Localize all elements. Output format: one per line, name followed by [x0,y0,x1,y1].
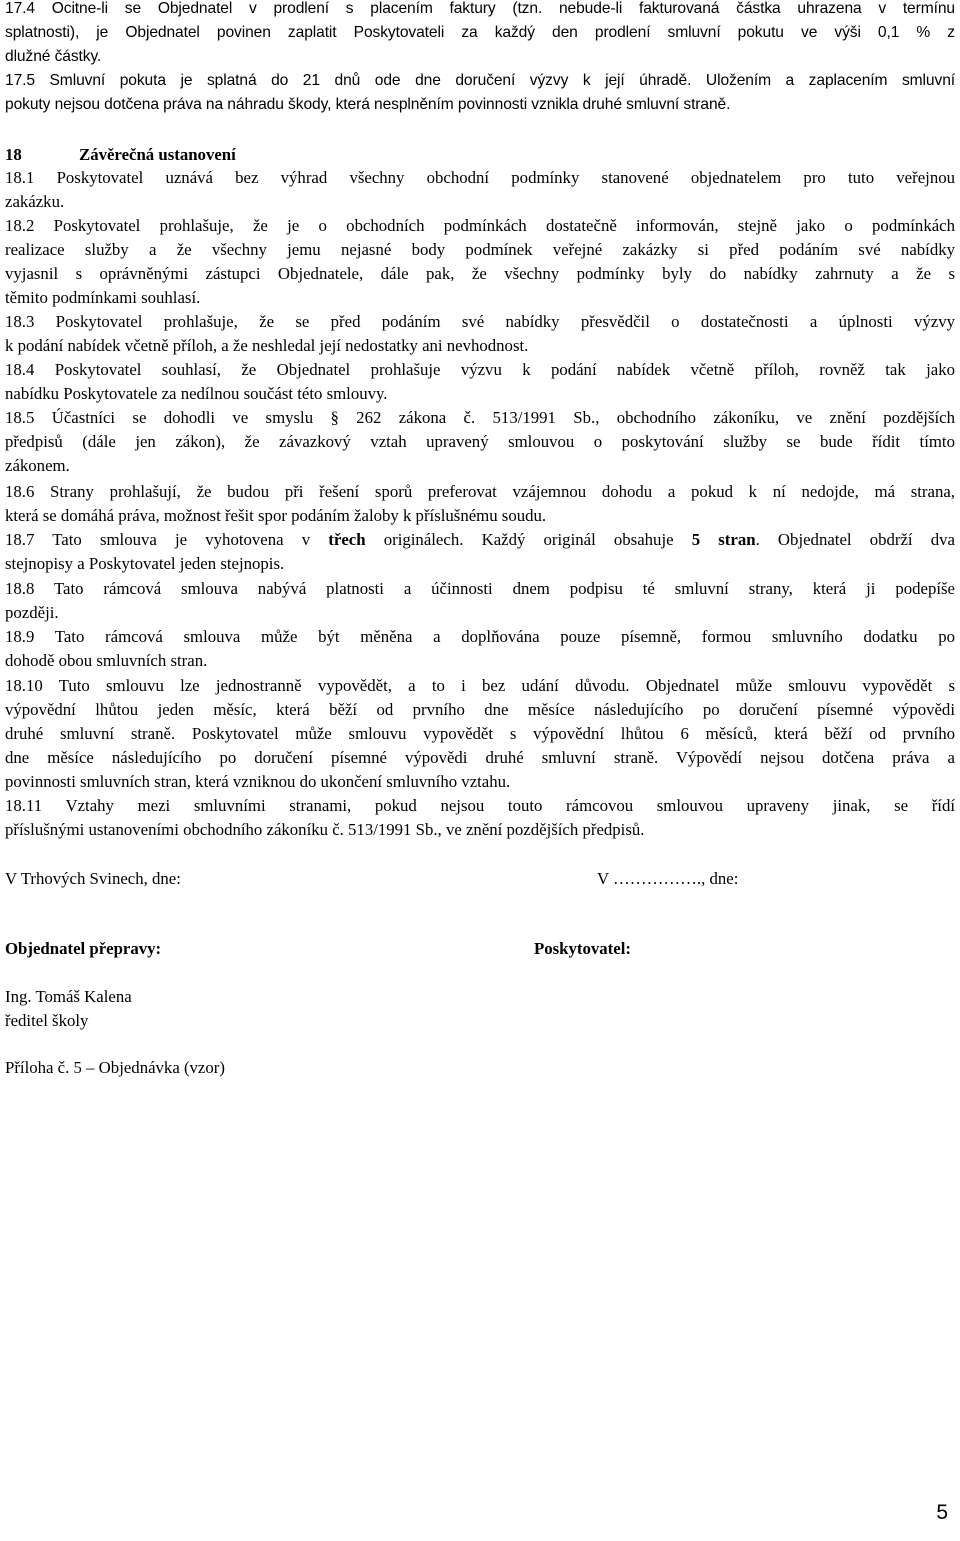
text-line: 17.5 Smluvní pokuta je splatná do 21 dnů ode dne doručení výzvy k její úhradě. Uložením a zaplacením smluvní [5,72,955,89]
text-line: 18.11 Vztahy mezi smluvními stranami, pokud nejsou touto rámcovou smlouvou upraveny jinak, se řídí [5,796,955,815]
text-line: dlužné částky. [5,47,102,65]
text-line: 18.5 Účastníci se dohodli ve smyslu § 262 zákona č. 513/1991 Sb., obchodního zákoníku, ve znění pozdějších [5,408,955,427]
paragraph-18-11 [5,794,955,842]
paragraph-17-4 [5,0,955,69]
text-line: těmito podmínkami souhlasí. [5,287,201,307]
text-run: 18.7 Tato smlouva je vyhotovena v [5,530,329,549]
text-line: povinnosti smluvních stran, která vzniknou do ukončení smluvního vztahu. [5,771,511,791]
text-line: k podání nabídek včetně příloh, a že neshledal její nedostatky ani nevhodnost. [5,335,529,355]
text-line: 18.3 Poskytovatel prohlašuje, že se před podáním své nabídky přesvědčil o dostatečnosti a úplnosti výzvy [5,312,955,331]
signer-role: ředitel školy [5,1011,89,1030]
signer-name: Ing. Tomáš Kalena [5,987,132,1006]
paragraph-18-3 [5,310,955,358]
paragraph-18-1 [5,166,955,214]
page-number: 5 [936,1501,948,1524]
text-run: . Objednatel obdrží dva [755,530,955,549]
attachment-note: Příloha č. 5 – Objednávka (vzor) [5,1058,225,1077]
paragraph-18-6 [5,480,955,528]
text-line: splatnosti), je Objednatel povinen zaplatit Poskytovateli za každý den prodlení smluvní pokutu ve výši 0,1 % z [5,23,955,41]
party-objednatel: Objednatel přepravy: [5,939,162,958]
text-line: dne měsíce následujícího po doručení písemné výpovědi druhé smluvní straně. Výpovědí nejsou dotčena práva a [5,747,955,767]
text-line: 18.10 Tuto smlouvu lze jednostranně vypovědět, a to i bez udání důvodu. Objednatel může smlouvu vypovědět s [5,676,955,695]
paragraph-18-2 [5,214,955,310]
text-line: která se domáhá práva, možnost řešit spor podáním žaloby k příslušnému soudu. [5,505,547,525]
text-line: 18.1 Poskytovatel uznává bez výhrad všechny obchodní podmínky stanovené objednatelem pro tuto veřejnou [5,168,955,187]
paragraph-17-5 [5,69,955,117]
text-line: zákonem. [5,455,70,475]
signature-place-left: V Trhových Svinech, dne: [5,869,181,888]
party-poskytovatel: Poskytovatel: [534,939,631,958]
text-run-bold: třech [328,530,366,549]
text-line: druhé smluvní straně. Poskytovatel může smlouvu vypovědět s výpovědní lhůtou 6 měsíců, která běží od prvního [5,723,955,743]
paragraph-18-7 [5,528,955,576]
text-line: stejnopisy a Poskytovatel jeden stejnopis. [5,553,285,573]
paragraph-18-4 [5,358,955,406]
paragraph-18-9 [5,625,955,673]
text-line: nabídku Poskytovatele za nedílnou součást této smlouvy. [5,383,388,403]
text-line: 17.4 Ocitne-li se Objednatel v prodlení s placením faktury (tzn. nebude-li fakturovaná částka uhrazena v termínu [5,0,955,17]
section-heading [5,143,236,167]
text-line: 18.4 Poskytovatel souhlasí, že Objednatel prohlašuje výzvu k podání nabídek včetně příloh, rovněž tak jako [5,360,955,379]
signature-place-right: V ……………., dne: [597,869,739,888]
text-line: 18.9 Tato rámcová smlouva může být měněna a doplňována pouze písemně, formou smluvního dodatku po [5,627,955,646]
section-number: 18 [5,145,22,164]
text-run: originálech. Každý originál obsahuje [365,530,692,549]
text-line: pokuty nejsou dotčena práva na náhradu škody, která nesplněním povinnosti vznikla druhé smluvní straně. [5,95,731,113]
text-line: dohodě obou smluvních stran. [5,650,208,670]
text-line [5,528,955,552]
paragraph-18-8 [5,577,955,625]
text-line: 18.6 Strany prohlašují, že budou při řešení sporů preferovat vzájemnou dohodu a pokud k ní nedojde, má strana, [5,482,955,501]
section-title: Závěrečná ustanovení [79,145,236,164]
text-line: výpovědní lhůtou jeden měsíc, která běží od prvního dne měsíce následujícího po doručení písemné výpovědi [5,699,955,719]
text-line: vyjasnil s oprávněnými zástupci Objednatele, dále pak, že všechny podmínky byly do nabídky zahrnuty a že s [5,263,955,283]
text-line: později. [5,602,59,622]
text-line: zakázku. [5,191,65,211]
text-line: realizace služby a že všechny jemu nejasné body podmínek veřejné zakázky si před podáním své nabídky [5,239,955,259]
text-line: 18.2 Poskytovatel prohlašuje, že je o obchodních podmínkách dostatečně informován, stejně jako o podmínkách [5,216,955,235]
text-line: 18.8 Tato rámcová smlouva nabývá platnosti a účinnosti dnem podpisu té smluvní strany, která ji podepíše [5,579,955,598]
text-line: předpisů (dále jen zákon), že závazkový vztah upravený smlouvou o poskytování služby se bude řídit tímto [5,431,955,451]
paragraph-18-10 [5,674,955,794]
text-line: příslušnými ustanoveními obchodního zákoníku č. 513/1991 Sb., ve znění pozdějších předpisů. [5,819,645,839]
paragraph-18-5 [5,406,955,478]
text-run-bold: 5 stran [691,530,756,549]
